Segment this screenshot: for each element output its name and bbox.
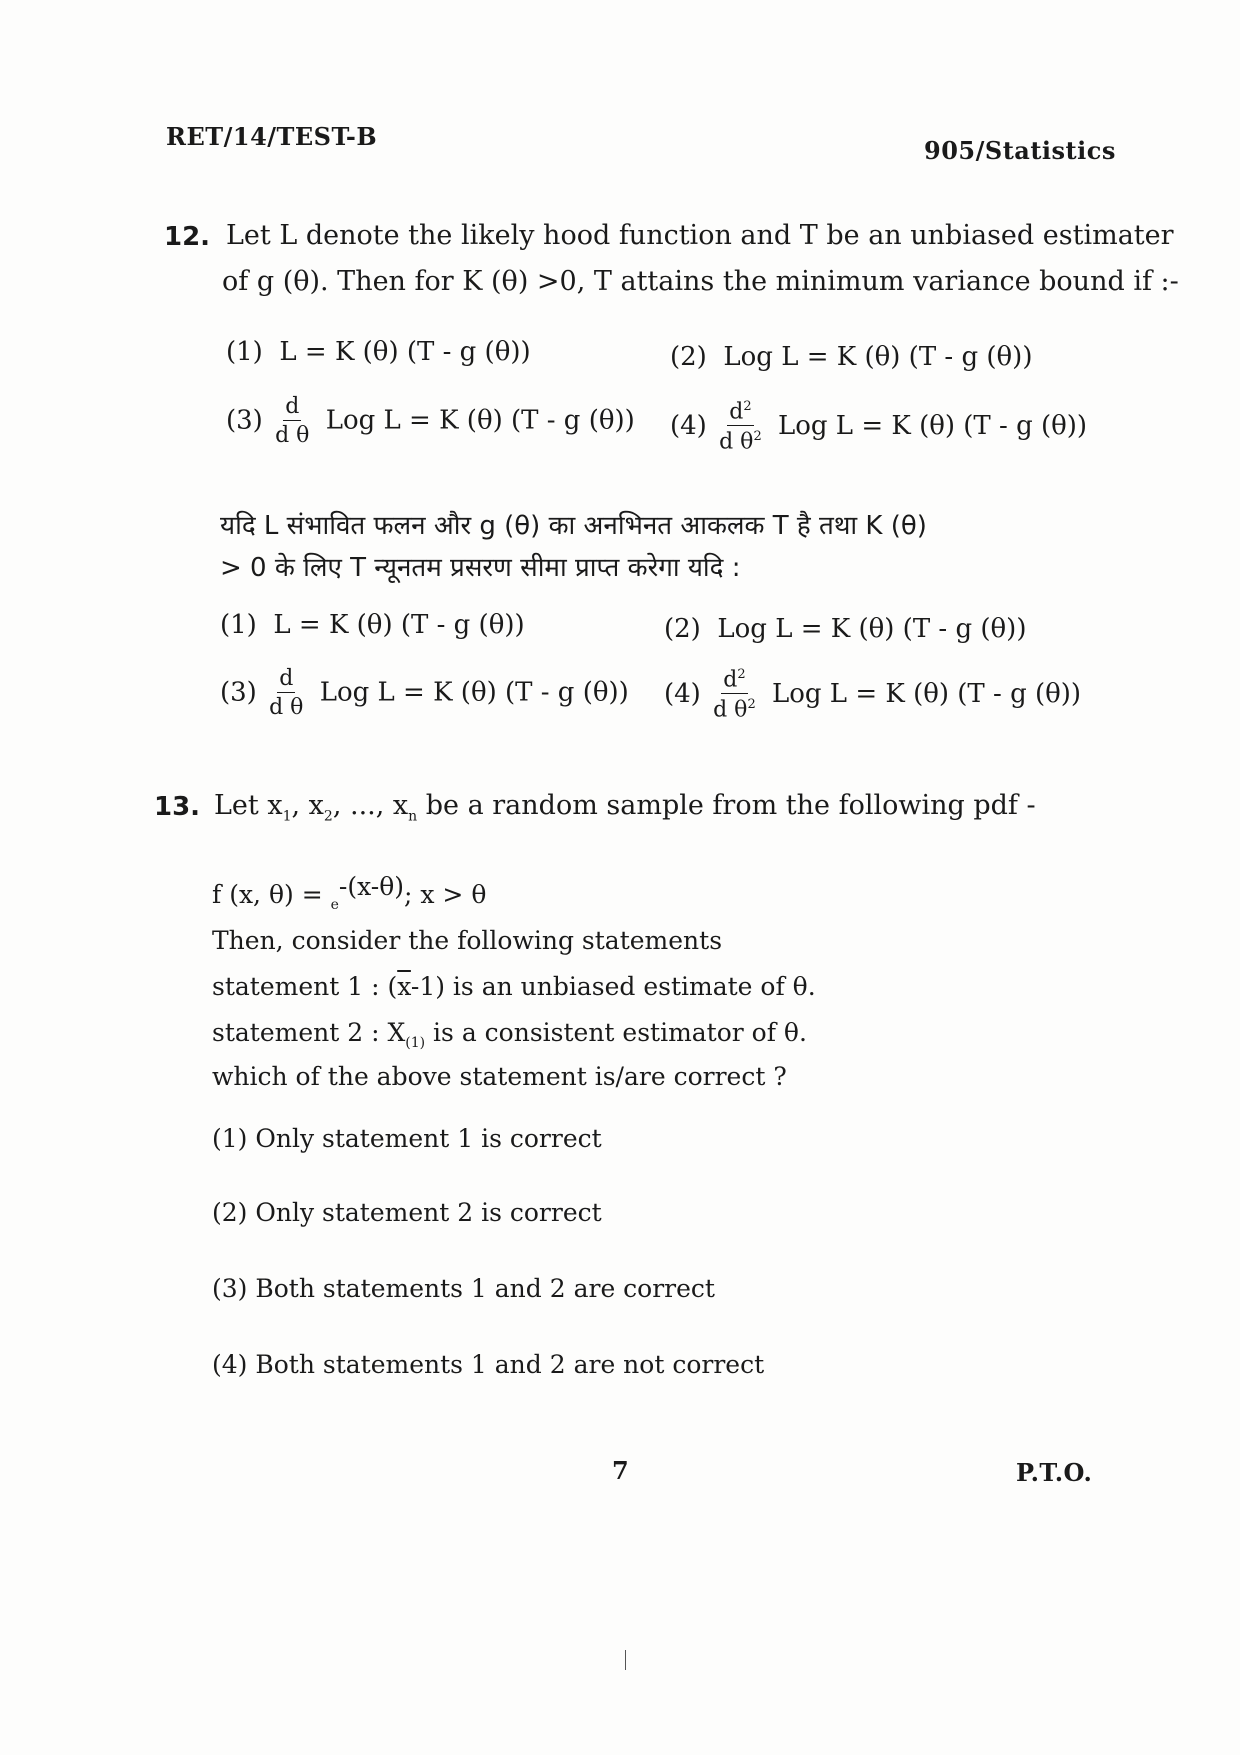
q12-hindi-option-3: (3) $\frac{d}{\text{d θ}}$ Log L = K (θ) (T - g (θ))	[220, 666, 629, 720]
q13-number: 13.	[154, 792, 201, 822]
q13-option-1: (1) Only statement 1 is correct	[212, 1124, 602, 1153]
q12-line2: of g (θ). Then for K (θ) >0, T attains the minimum variance bound if :-	[222, 266, 1179, 297]
q12-line1: Let L denote the likely hood function and T be an unbiased estimater	[226, 220, 1174, 251]
second-derivative-fraction: $\frac{d^2}{d \theta^2}$	[719, 399, 762, 455]
second-derivative-fraction: $\frac{d^2}{d \theta^2}$	[713, 667, 756, 723]
q12-hindi-option-2: (2) Log L = K (θ) (T - g (θ))	[664, 614, 1027, 644]
q12-option-3: (3) $\frac{d}{\text{d θ}}$ Log L = K (θ) (T - g (θ))	[226, 394, 635, 448]
page-number: 7	[612, 1456, 630, 1485]
q12-hindi-line2: > 0 के लिए T न्यूनतम प्रसरण सीमा प्राप्त करेगा यदि :	[220, 553, 741, 583]
q13-statement-1: statement 1 : $(\overline{x}-1)$ is an unbiased estimate of θ.	[212, 972, 816, 1001]
q13-option-3: (3) Both statements 1 and 2 are correct	[212, 1274, 715, 1303]
q12-option-1: (1) L = K (θ) (T - g (θ))	[226, 337, 531, 367]
header-code: RET/14/TEST-B	[166, 122, 378, 151]
q12-hindi-option-1: (1) L = K (θ) (T - g (θ))	[220, 610, 525, 640]
header-subject: 905/Statistics	[924, 136, 1116, 165]
q13-intro: Let $x_1$, $x_2$, ..., $x_n$ be a random sample from the following pdf -	[214, 790, 1036, 825]
pto-label: P.T.O.	[1016, 1458, 1093, 1487]
q12-number: 12.	[164, 222, 211, 252]
q13-option-2: (2) Only statement 2 is correct	[212, 1198, 602, 1227]
q12-hindi-option-4: (4) $\frac{d^2}{d \theta^2}$ Log L = K (θ) (T - g (θ))	[664, 667, 1082, 723]
derivative-fraction: $\frac{d}{\text{d θ}}$	[269, 666, 304, 720]
q12-hindi-line1: यदि L संभावित फलन और g (θ) का अनभिनत आकलक T है तथा K (θ)	[220, 511, 927, 541]
q13-then-line: Then, consider the following statements	[212, 926, 723, 955]
q12-option-4: (4) $\frac{d^2}{d \theta^2}$ Log L = K (θ) (T - g (θ))	[670, 399, 1088, 455]
q13-option-4: (4) Both statements 1 and 2 are not correct	[212, 1350, 765, 1379]
derivative-fraction: $\frac{d}{\text{d θ}}$	[275, 394, 310, 448]
scan-mark	[625, 1650, 626, 1670]
q12-option-2: (2) Log L = K (θ) (T - g (θ))	[670, 342, 1033, 372]
q13-question: which of the above statement is/are correct ?	[212, 1062, 787, 1091]
q13-pdf: f (x, θ) = $_e$-(x-θ); x > θ	[212, 872, 487, 913]
q13-statement-2: statement 2 : $X_{(1)}$ is a consistent estimator of θ.	[212, 1018, 807, 1051]
